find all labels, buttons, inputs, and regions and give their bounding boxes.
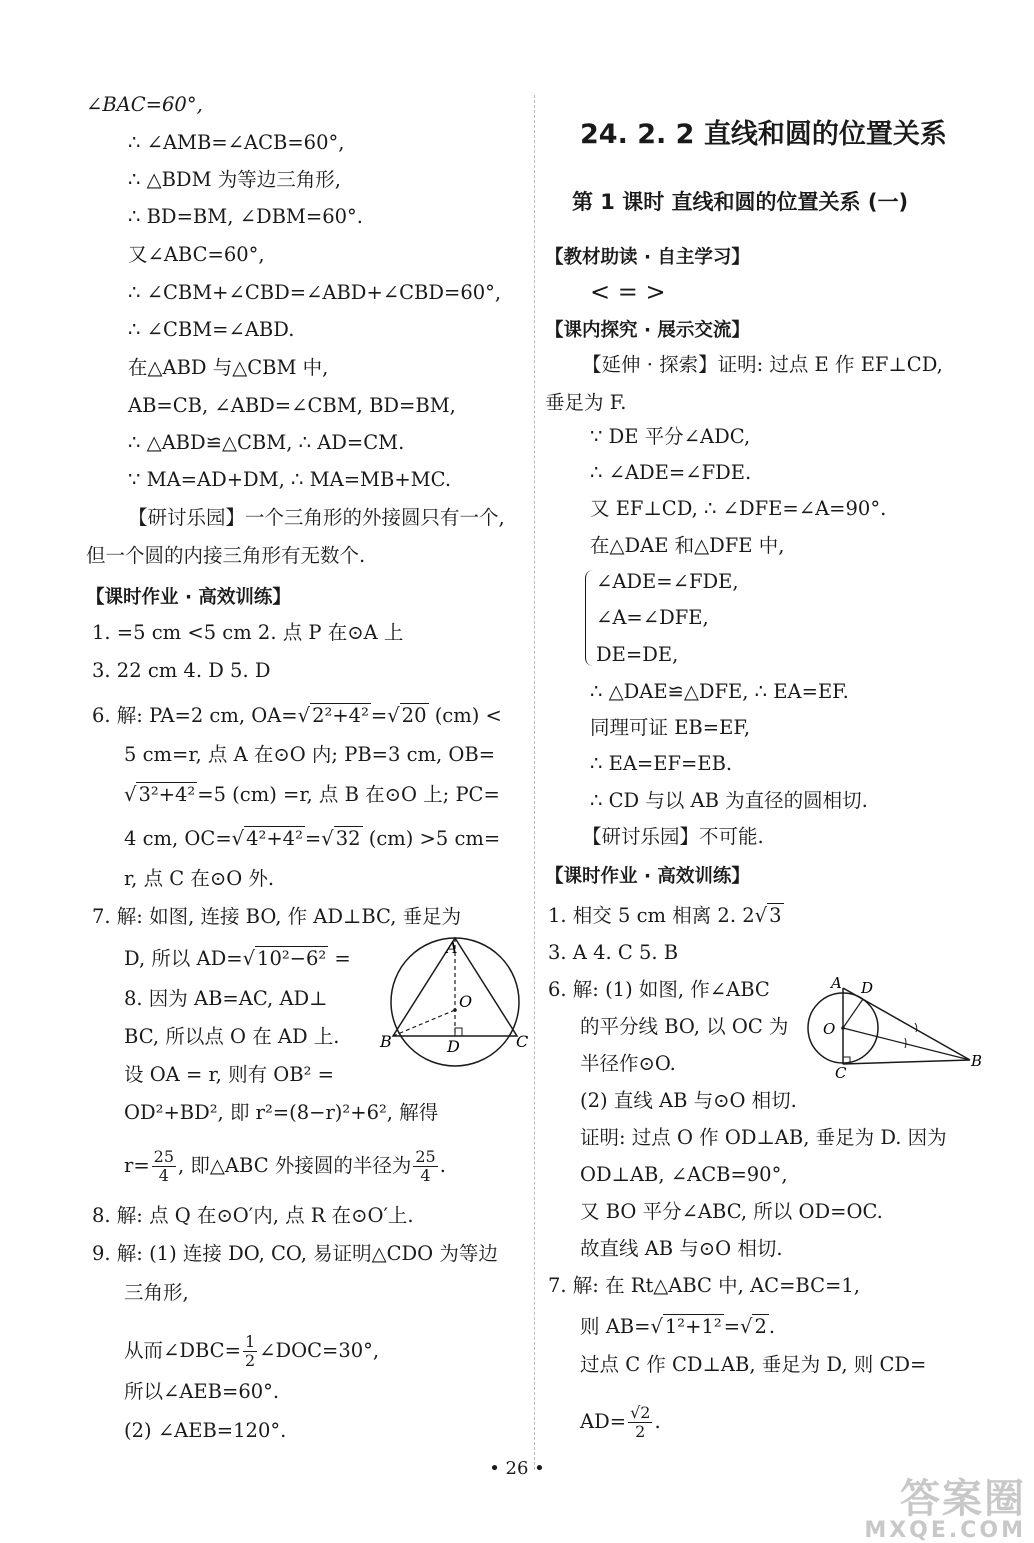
answer-line	[124, 826, 500, 852]
answer-line: 1. =5 cm <5 cm 2. 点 P 在⊙A 上	[92, 621, 404, 644]
answer-line	[92, 703, 502, 729]
text-span: 则 AB=	[580, 1315, 651, 1338]
center-point	[453, 1008, 457, 1012]
answer-line: 3. 22 cm 4. D 5. D	[92, 659, 271, 682]
answer-line: (2) ∠AEB=120°.	[124, 1419, 287, 1442]
text-span: =	[723, 1315, 741, 1338]
label-b: B	[971, 1052, 983, 1070]
label-a: A	[831, 974, 842, 992]
text-line: ∴ ∠CBM=∠ABD.	[128, 318, 295, 341]
answer-line: (2) 直线 AB 与⊙O 相切.	[580, 1089, 797, 1112]
text-span: .	[654, 1410, 661, 1433]
proof-line: 【研讨乐园】不可能.	[582, 825, 764, 848]
text-line: ∴ △BDM 为等边三角形,	[128, 168, 341, 191]
label-c: C	[835, 1064, 847, 1082]
answer-line: 8. 因为 AB=AC, AD⊥	[124, 987, 328, 1010]
column-divider	[534, 95, 535, 1470]
denominator: 2	[635, 1422, 646, 1441]
fraction	[243, 1333, 257, 1370]
radicand: 20	[401, 704, 427, 727]
text-line: ∴ ∠CBM+∠CBD=∠ABD+∠CBD=60°,	[128, 281, 502, 304]
label-d: D	[861, 979, 874, 997]
page-number: • 26 •	[489, 1458, 545, 1479]
text-span: =	[328, 947, 351, 970]
radical: √ 20	[387, 704, 427, 727]
text-span: r=	[124, 1154, 150, 1177]
right-angle-mark	[455, 1028, 462, 1036]
section-heading: 【课内探究 · 展示交流】	[545, 320, 750, 341]
text-span: =5 (cm) =r, 点 B 在⊙O 上; PC=	[197, 783, 500, 806]
lesson-title: 第 1 课时 直线和圆的位置关系 (一)	[572, 190, 909, 214]
answer-line: 半径作⊙O.	[580, 1052, 676, 1075]
answer-line	[580, 1314, 775, 1340]
answer-line	[124, 782, 500, 808]
answer-line: 的平分线 BO, 以 OC 为	[580, 1015, 789, 1038]
text-span: 6. 解: PA=2 cm, OA=	[92, 704, 298, 727]
proof-line: ∠A=∠DFE,	[596, 606, 709, 629]
radical: √ 32	[321, 827, 361, 850]
text-line: 【研讨乐园】一个三角形的外接圆只有一个,	[128, 506, 505, 529]
text-line: ∴ ∠AMB=∠ACB=60°,	[128, 131, 345, 154]
fraction	[628, 1404, 652, 1441]
text-span: 1. 相交 5 cm 相离 2. 2	[548, 904, 755, 927]
proof-line: ∠ADE=∠FDE,	[596, 570, 739, 593]
answer-line: 又 BO 平分∠ABC, 所以 OD=OC.	[580, 1200, 883, 1223]
numerator: 1	[244, 1332, 256, 1351]
radical: √ 3²+4²	[124, 783, 196, 806]
text-line: ∴ △ABD≌△CBM, ∴ AD=CM.	[128, 431, 405, 454]
answer-line: < = >	[590, 278, 666, 306]
answer-line	[124, 1333, 379, 1370]
answer-line: 证明: 过点 O 作 OD⊥AB, 垂足为 D. 因为	[580, 1126, 947, 1149]
answer-line: 设 OA = r, 则有 OB² =	[124, 1063, 334, 1086]
label-a: A	[446, 938, 458, 957]
proof-line: ∴ CD 与以 AB 为直径的圆相切.	[590, 789, 868, 812]
radicand: 4²+4²	[246, 827, 303, 850]
text-line: 但一个圆的内接三角形有无数个.	[86, 544, 366, 567]
answer-line: 7. 解: 如图, 连接 BO, 作 AD⊥BC, 垂足为	[92, 905, 462, 928]
radical: √ 4²+4²	[231, 827, 303, 850]
numerator: 25	[153, 1147, 175, 1166]
brace	[585, 570, 594, 666]
watermark-url: MXQE.COM	[864, 1518, 1026, 1543]
watermark-logo	[864, 1478, 1026, 1542]
angle-mark	[915, 1023, 917, 1032]
answer-line: 所以∠AEB=60°.	[124, 1380, 280, 1403]
answer-line	[580, 1404, 661, 1441]
text-line: ∠BAC=60°,	[86, 93, 203, 116]
radicand: 32	[335, 827, 361, 850]
text-span: AD=	[580, 1410, 627, 1433]
answer-line: OD²+BD², 即 r²=(8−r)²+6², 解得	[124, 1101, 439, 1124]
text-span: (cm) <	[428, 704, 502, 727]
radical: √ 1²+1²	[650, 1315, 722, 1338]
answer-line	[124, 1148, 446, 1185]
radical: √ 2	[740, 1315, 767, 1338]
circle-triangle-figure	[380, 940, 530, 1055]
answer-line: 7. 解: 在 Rt△ABC 中, AC=BC=1,	[548, 1274, 860, 1297]
text-span: D, 所以 AD=	[124, 947, 243, 970]
text-span: (cm) >5 cm=	[362, 827, 501, 850]
segment-cb	[843, 1060, 970, 1064]
radical: √ 3	[754, 904, 782, 927]
text-span: , 即△ABC 外接圆的半径为	[178, 1154, 412, 1177]
segment-ab	[843, 988, 970, 1060]
label-o: O	[459, 992, 473, 1011]
answer-line	[548, 903, 784, 929]
watermark-text: 答案圈	[900, 1476, 1026, 1522]
proof-line: DE=DE,	[596, 643, 679, 666]
denominator: 4	[420, 1166, 431, 1185]
answer-line: 9. 解: (1) 连接 DO, CO, 易证明△CDO 为等边	[92, 1242, 498, 1265]
section-heading: 【教材助读 · 自主学习】	[545, 247, 750, 268]
proof-line: ∴ EA=EF=EB.	[590, 752, 733, 775]
text-line: 又∠ABC=60°,	[128, 243, 265, 266]
text-span: 4 cm, OC=	[124, 827, 232, 850]
radicand: 1²+1²	[664, 1315, 722, 1338]
answer-line: 6. 解: (1) 如图, 作∠ABC	[548, 978, 770, 1001]
answer-line: OD⊥AB, ∠ACB=90°,	[580, 1163, 788, 1186]
answer-line	[124, 946, 351, 972]
radicand: 2²+4²	[312, 704, 369, 727]
section-title: 24. 2. 2 直线和圆的位置关系	[580, 119, 947, 150]
fraction	[413, 1148, 437, 1185]
section-heading: 【课时作业 · 高效训练】	[86, 587, 291, 608]
text-span: .	[439, 1154, 446, 1177]
numerator: 25	[415, 1147, 436, 1166]
center-point	[841, 1026, 845, 1030]
angle-mark	[905, 1038, 906, 1048]
segment-bo	[393, 1010, 455, 1036]
radical: √ 2²+4²	[297, 704, 369, 727]
answer-line: BC, 所以点 O 在 AD 上.	[124, 1025, 340, 1048]
text-span: =	[304, 827, 322, 850]
radicand: 3	[769, 904, 782, 927]
radicand: 2	[754, 1315, 767, 1338]
denominator: 4	[158, 1166, 169, 1185]
tangent-circle-figure	[805, 974, 985, 1082]
text-span: ∠DOC=30°,	[259, 1339, 380, 1362]
denominator: 2	[244, 1351, 256, 1370]
answer-line: 3. A 4. C 5. B	[548, 941, 679, 964]
answer-line: 故直线 AB 与⊙O 相切.	[580, 1237, 783, 1260]
text-line: ∵ MA=AD+DM, ∴ MA=MB+MC.	[128, 468, 452, 491]
text-line: AB=CB, ∠ABD=∠CBM, BD=BM,	[128, 394, 456, 417]
label-c: C	[516, 1032, 529, 1051]
proof-line: 垂足为 F.	[545, 391, 627, 414]
proof-line: 又 EF⊥CD, ∴ ∠DFE=∠A=90°.	[590, 497, 887, 520]
numerator: √2	[630, 1403, 651, 1422]
answer-line: 8. 解: 点 Q 在⊙O′内, 点 R 在⊙O′上.	[92, 1204, 414, 1227]
text-line: ∴ BD=BM, ∠DBM=60°.	[128, 205, 363, 228]
label-d: D	[447, 1037, 460, 1056]
text-span: 从而∠DBC=	[124, 1339, 241, 1362]
answer-line: r, 点 C 在⊙O 外.	[124, 867, 275, 890]
radicand: 3²+4²	[138, 783, 196, 806]
radicand: 10²−6²	[257, 947, 327, 970]
radical: √ 10²−6²	[242, 947, 327, 970]
proof-line: ∴ △DAE≌△DFE, ∴ EA=EF.	[590, 680, 849, 703]
segment-bo	[843, 1028, 970, 1060]
proof-line: 【延伸 · 探索】证明: 过点 E 作 EF⊥CD,	[582, 353, 943, 376]
segment-od	[843, 999, 863, 1028]
proof-line: ∴ ∠ADE=∠FDE.	[590, 461, 752, 484]
fraction	[152, 1148, 176, 1185]
text-span: .	[768, 1315, 776, 1338]
section-heading: 【课时作业 · 高效训练】	[545, 866, 750, 887]
answer-line: 三角形,	[124, 1281, 189, 1304]
proof-line: ∵ DE 平分∠ADC,	[590, 425, 751, 448]
answer-line: 5 cm=r, 点 A 在⊙O 内; PB=3 cm, OB=	[124, 743, 496, 766]
label-b: B	[380, 1032, 392, 1051]
proof-line: 在△DAE 和△DFE 中,	[590, 534, 785, 557]
proof-line: 同理可证 EB=EF,	[590, 716, 751, 739]
text-span: =	[370, 704, 388, 727]
answer-line: 过点 C 作 CD⊥AB, 垂足为 D, 则 CD=	[580, 1353, 927, 1376]
text-line: 在△ABD 与△CBM 中,	[128, 356, 329, 379]
label-o: O	[823, 1020, 836, 1038]
